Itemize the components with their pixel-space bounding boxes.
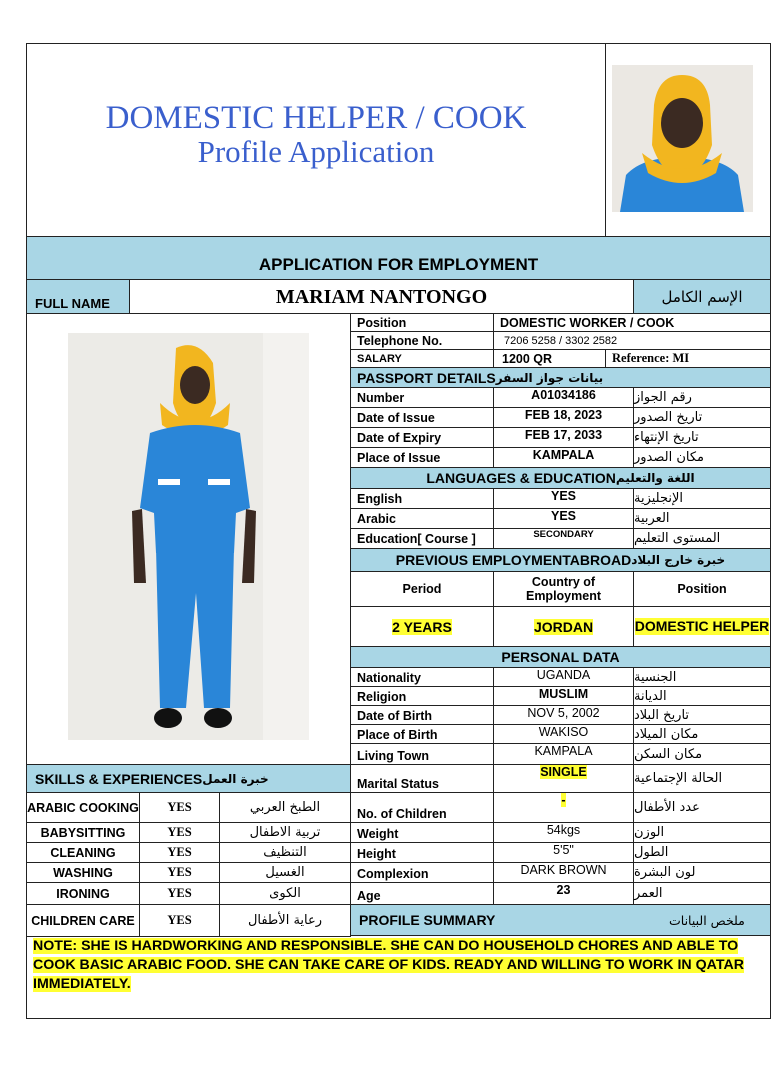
personal-row-value: 5'5" — [553, 843, 574, 857]
language-row-value: YES — [493, 488, 634, 509]
skill-name: BABYSITTING — [26, 822, 140, 843]
employment-heading-ar: خبرة خارج البلاد — [631, 553, 726, 567]
personal-row-value-cell — [493, 743, 634, 765]
personal-row-label-ar: الوزن — [633, 822, 771, 843]
skills-heading-ar: خبرة العمل — [202, 771, 269, 786]
passport-row-label: Date of Issue — [350, 407, 494, 428]
languages-heading-label: LANGUAGES & EDUCATION — [426, 470, 616, 486]
personal-heading: PERSONAL DATA — [350, 646, 771, 668]
page-title: DOMESTIC HELPER / COOK — [105, 99, 527, 136]
country-column-header: Country of Employment — [493, 571, 634, 607]
passport-row-value: FEB 18, 2023 — [493, 407, 634, 428]
skill-name-ar: التنظيف — [219, 842, 351, 863]
language-row-label: Arabic — [350, 508, 494, 529]
personal-row-label: Height — [350, 842, 494, 863]
personal-row-label: Complexion — [350, 862, 494, 883]
summary-heading-ar: ملخص البيانات — [669, 913, 745, 928]
salary-value: 1200 QR — [493, 349, 606, 368]
employment-position: DOMESTIC HELPER — [634, 618, 770, 634]
full-body-photo — [68, 333, 309, 740]
personal-row-label: No. of Children — [350, 792, 494, 823]
language-row-label: Education[ Course ] — [350, 528, 494, 549]
position-column-header: Position — [633, 571, 771, 607]
employment-country-cell — [493, 606, 634, 647]
full-name-label-ar: الإسم الكامل — [633, 279, 771, 314]
passport-row-value: FEB 17, 2033 — [493, 427, 634, 448]
personal-row-value-cell — [493, 882, 634, 905]
reference-value: Reference: MI — [605, 349, 771, 368]
employment-heading-label: PREVIOUS EMPLOYMENTABROAD — [395, 552, 632, 568]
employment-country: JORDAN — [533, 618, 594, 635]
personal-row-value: 54kgs — [546, 823, 581, 837]
personal-row-value: SINGLE — [540, 765, 587, 779]
personal-row-label: Marital Status — [350, 764, 494, 793]
personal-row-value: MUSLIM — [538, 687, 589, 701]
language-row-label-ar: العربية — [633, 508, 771, 529]
personal-row-label: Age — [350, 882, 494, 905]
personal-row-value-cell — [493, 686, 634, 706]
personal-row-label-ar: عدد الأطفال — [633, 792, 771, 823]
summary-note-box — [33, 937, 765, 997]
personal-row-label-ar: مكان السكن — [633, 743, 771, 765]
language-row-label-ar: المستوى التعليم — [633, 528, 771, 549]
page-subtitle: Profile Application — [197, 134, 435, 169]
personal-row-value: UGANDA — [536, 668, 591, 682]
skill-name: CHILDREN CARE — [26, 904, 140, 937]
skills-heading — [26, 764, 351, 793]
passport-row-label-ar: تاريخ الإنتهاء — [633, 427, 771, 448]
passport-heading-ar: بيانات جواز السفر — [495, 370, 604, 385]
employment-period-cell — [350, 606, 494, 647]
language-row-label-ar: الإنجليزية — [633, 488, 771, 509]
language-row-label: English — [350, 488, 494, 509]
skill-name-ar: الغسيل — [219, 862, 351, 883]
employment-period: 2 YEARS — [392, 618, 452, 635]
personal-row-value-cell — [493, 842, 634, 863]
passport-row-label: Date of Expiry — [350, 427, 494, 448]
personal-row-label: Date of Birth — [350, 705, 494, 725]
passport-heading — [350, 367, 771, 388]
skills-heading-label: SKILLS & EXPERIENCES — [35, 770, 203, 787]
salary-label: SALARY — [350, 349, 494, 368]
language-row-value: YES — [493, 508, 634, 529]
personal-row-label: Nationality — [350, 667, 494, 687]
personal-row-value-cell — [493, 705, 634, 725]
personal-row-value: DARK BROWN — [520, 863, 607, 877]
skill-name: ARABIC COOKING — [26, 792, 140, 823]
personal-row-value-cell — [493, 822, 634, 843]
personal-row-label-ar: الديانة — [633, 686, 771, 706]
telephone-label: Telephone No. — [350, 331, 494, 350]
personal-row-value: KAMPALA — [534, 744, 593, 758]
skill-name-ar: الطبخ العربي — [219, 792, 351, 823]
skill-name: IRONING — [26, 882, 140, 905]
skill-name: WASHING — [26, 862, 140, 883]
personal-row-label-ar: الطول — [633, 842, 771, 863]
passport-row-value: A01034186 — [493, 387, 634, 408]
summary-heading-label: PROFILE SUMMARY — [359, 912, 496, 928]
skill-value: YES — [139, 882, 220, 905]
portrait-photo — [612, 65, 753, 212]
personal-row-label-ar: لون البشرة — [633, 862, 771, 883]
personal-row-label: Place of Birth — [350, 724, 494, 744]
personal-row-value: NOV 5, 2002 — [527, 706, 600, 720]
personal-row-label-ar: تاريخ البلاد — [633, 705, 771, 725]
summary-note: NOTE: SHE IS HARDWORKING AND RESPONSIBLE. SHE CAN DO HOUSEHOLD CHORES AND ABLE TO COOK BASIC ARABIC FOOD. SHE CAN TAKE CARE OF KIDS. READY AND WILLING TO WORK IN QATAR IMMEDIATELY. — [33, 938, 744, 992]
personal-row-value-cell — [493, 667, 634, 687]
skill-name-ar: رعاية الأطفال — [219, 904, 351, 937]
personal-row-value: WAKISO — [538, 725, 589, 739]
application-banner: APPLICATION FOR EMPLOYMENT — [26, 236, 771, 280]
personal-row-value-cell — [493, 862, 634, 883]
personal-row-value-cell — [493, 724, 634, 744]
personal-row-value: - — [561, 793, 566, 807]
full-name-value: MARIAM NANTONGO — [129, 279, 634, 314]
personal-row-value: 23 — [556, 883, 571, 897]
personal-row-label: Living Town — [350, 743, 494, 765]
skill-name-ar: الكوى — [219, 882, 351, 905]
skill-value: YES — [139, 904, 220, 937]
personal-row-value-cell — [493, 764, 634, 793]
summary-heading — [350, 904, 771, 936]
skill-name-ar: تربية الاطفال — [219, 822, 351, 843]
passport-heading-label: PASSPORT DETAILS — [357, 369, 496, 386]
skill-value: YES — [139, 822, 220, 843]
personal-row-label-ar: العمر — [633, 882, 771, 905]
position-value: DOMESTIC WORKER / COOK — [493, 313, 771, 332]
period-column-header: Period — [350, 571, 494, 607]
employment-heading — [350, 548, 771, 572]
passport-row-value: KAMPALA — [493, 447, 634, 468]
skill-value: YES — [139, 842, 220, 863]
languages-heading-ar: اللغة والتعليم — [615, 471, 695, 485]
passport-row-label: Place of Issue — [350, 447, 494, 468]
languages-heading — [350, 467, 771, 489]
full-name-label: FULL NAME — [26, 279, 130, 314]
language-row-value: SECONDARY — [493, 528, 634, 549]
passport-row-label: Number — [350, 387, 494, 408]
personal-row-label-ar: الجنسية — [633, 667, 771, 687]
skill-value: YES — [139, 862, 220, 883]
personal-row-label: Religion — [350, 686, 494, 706]
skill-name: CLEANING — [26, 842, 140, 863]
position-label: Position — [350, 313, 494, 332]
employment-position-cell — [633, 606, 771, 647]
personal-row-label: Weight — [350, 822, 494, 843]
personal-row-value-cell — [493, 792, 634, 823]
passport-row-label-ar: رقم الجواز — [633, 387, 771, 408]
skill-value: YES — [139, 792, 220, 823]
telephone-value: 7206 5258 / 3302 2582 — [493, 331, 771, 350]
personal-row-label-ar: مكان الميلاد — [633, 724, 771, 744]
passport-row-label-ar: تاريخ الصدور — [633, 407, 771, 428]
passport-row-label-ar: مكان الصدور — [633, 447, 771, 468]
personal-row-label-ar: الحالة الإجتماعية — [633, 764, 771, 793]
